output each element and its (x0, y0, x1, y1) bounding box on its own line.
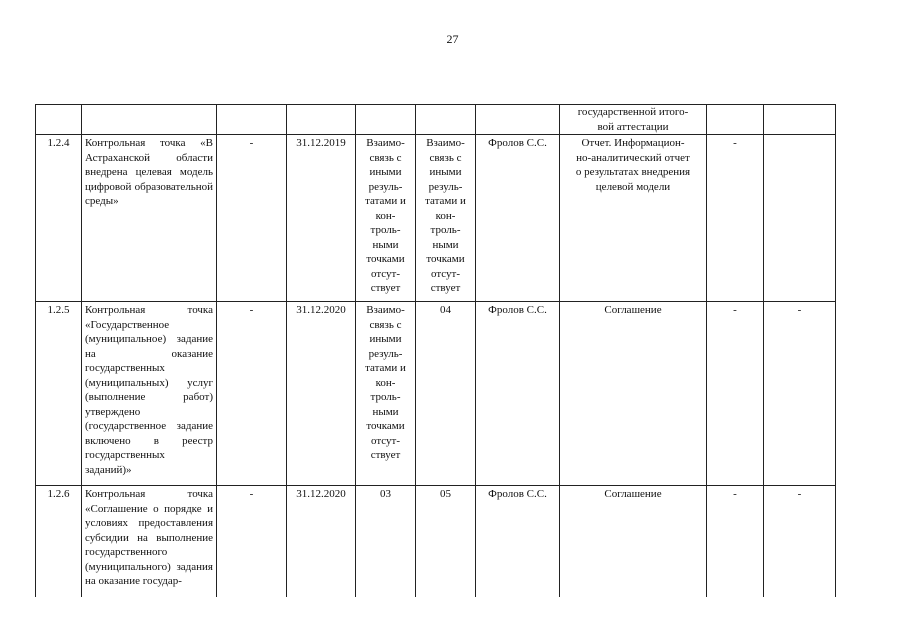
cell-resp: Фролов С.С. (476, 135, 560, 302)
cell-level: - (707, 486, 764, 598)
cell-end (287, 105, 356, 135)
table-row (36, 486, 836, 598)
cell-num: 1.2.4 (36, 135, 82, 302)
cell-level (707, 105, 764, 135)
cell-num: 1.2.5 (36, 302, 82, 486)
cell-name: Контрольная точка «Государственное (муниципальное) задание на оказание государственных (муниципальных) услуг (выполнение работ) утверждено (государственное задание включено в реестр государственных заданий)» (82, 302, 217, 486)
cell-start (217, 105, 287, 135)
table-row (36, 135, 836, 302)
cell-succ (416, 302, 476, 486)
cell-resp: Фролов С.С. (476, 302, 560, 486)
pred-text: Взаимо- связь с иными резуль- татами и кон- троль- ными точками отсут- ствует (365, 137, 406, 294)
page-number: 27 (446, 32, 459, 46)
cell-start: - (217, 486, 287, 598)
result-text: Соглашение (604, 304, 662, 316)
cell-extra: - (764, 302, 836, 486)
cell-result (560, 302, 707, 486)
cell-resp: Фролов С.С. (476, 486, 560, 598)
succ-text: Взаимо- связь с иными резуль- татами и кон- троль- ными точками отсут- ствует (425, 137, 466, 294)
cell-succ (416, 135, 476, 302)
control-points-table (35, 104, 836, 597)
cell-succ (416, 105, 476, 135)
cell-result (560, 135, 707, 302)
succ-text: 05 (440, 488, 451, 500)
cell-extra: - (764, 486, 836, 598)
cell-name (82, 105, 217, 135)
cell-resp (476, 105, 560, 135)
cell-pred (356, 486, 416, 598)
cell-start: - (217, 135, 287, 302)
cell-level: - (707, 302, 764, 486)
cell-name: Контрольная точка «Соглашение о порядке и условиях предоставления субсидии на выполнение государственного (муниципального) задания на оказание государ- (82, 486, 217, 598)
cell-num (36, 105, 82, 135)
cell-pred (356, 302, 416, 486)
cell-result (560, 486, 707, 598)
cell-start: - (217, 302, 287, 486)
cell-extra (764, 135, 836, 302)
cell-pred (356, 135, 416, 302)
cell-end: 31.12.2020 (287, 302, 356, 486)
table-row (36, 302, 836, 486)
cell-level: - (707, 135, 764, 302)
result-text: Отчет. Информацион- но-аналитический отчет о результатах внедрения целевой модели (575, 137, 691, 193)
cell-succ (416, 486, 476, 598)
cell-pred (356, 105, 416, 135)
pred-text: 03 (380, 488, 391, 500)
cell-name: Контрольная точка «В Астраханской области внедрена целевая модель цифровой образовательной среды» (82, 135, 217, 302)
cell-extra (764, 105, 836, 135)
cell-num: 1.2.6 (36, 486, 82, 598)
table-row (36, 105, 836, 135)
result-continuation: государственной итого- вой аттестации (577, 106, 689, 133)
cell-result (560, 105, 707, 135)
cell-end: 31.12.2020 (287, 486, 356, 598)
cell-end: 31.12.2019 (287, 135, 356, 302)
succ-text: 04 (440, 304, 451, 316)
result-text: Соглашение (604, 488, 662, 500)
pred-text: Взаимо- связь с иными резуль- татами и кон- троль- ными точками отсут- ствует (365, 304, 406, 461)
